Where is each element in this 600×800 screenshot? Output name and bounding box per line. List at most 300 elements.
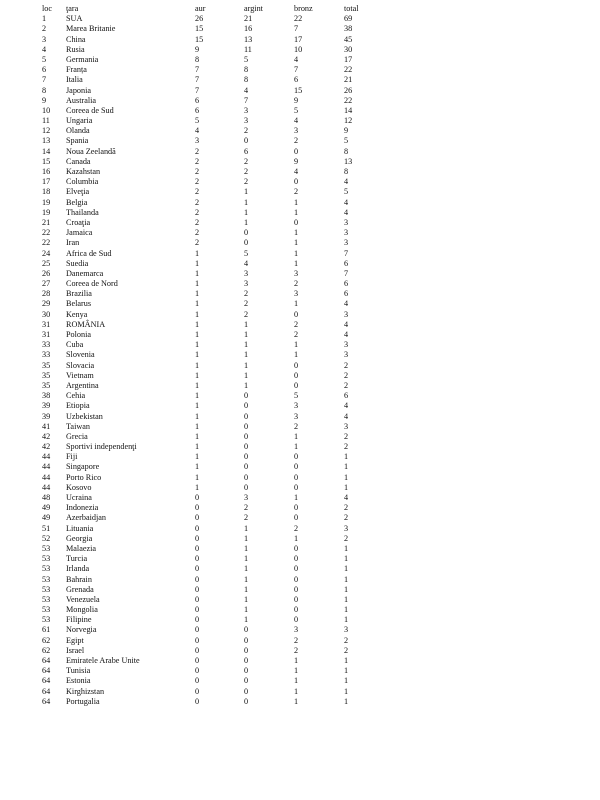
silver-cell: 11 <box>244 44 252 54</box>
country-cell: Indonezia <box>66 503 99 513</box>
silver-cell: 0 <box>244 431 249 441</box>
country-cell: Israel <box>66 645 85 655</box>
country-cell: Norvegia <box>66 625 97 635</box>
total-cell: 5 <box>344 187 349 197</box>
country-cell: Franța <box>66 65 87 75</box>
country-cell: Kenya <box>66 309 88 319</box>
silver-cell: 0 <box>244 228 249 238</box>
silver-cell: 0 <box>244 462 249 472</box>
rank-cell: 39 <box>42 411 51 421</box>
bronze-cell: 5 <box>294 391 299 401</box>
gold-cell: 4 <box>195 126 200 136</box>
silver-cell: 0 <box>244 472 249 482</box>
total-cell: 6 <box>344 279 349 289</box>
silver-cell: 0 <box>244 391 249 401</box>
rank-cell: 5 <box>42 54 47 64</box>
country-cell: Fiji <box>66 452 78 462</box>
table-row <box>0 656 600 666</box>
total-cell: 1 <box>344 676 349 686</box>
country-cell: Cehia <box>66 391 86 401</box>
gold-cell: 2 <box>195 207 200 217</box>
bronze-cell: 0 <box>294 146 299 156</box>
gold-cell: 1 <box>195 309 200 319</box>
rank-cell: 10 <box>42 105 51 115</box>
country-cell: Coreea de Nord <box>66 279 118 289</box>
total-cell: 3 <box>344 625 349 635</box>
total-cell: 7 <box>344 268 349 278</box>
table-row <box>0 279 600 289</box>
total-cell: 1 <box>344 605 349 615</box>
silver-cell: 1 <box>244 197 249 207</box>
country-cell: Ucraina <box>66 493 92 502</box>
rank-cell: 39 <box>42 401 51 411</box>
gold-cell: 1 <box>195 340 200 350</box>
header-gold: aur <box>195 4 206 13</box>
bronze-cell: 5 <box>294 105 299 115</box>
table-row <box>0 350 600 360</box>
country-cell: Columbia <box>66 177 99 187</box>
silver-cell: 0 <box>244 442 249 452</box>
table-row <box>0 636 600 646</box>
rank-cell: 64 <box>42 666 51 676</box>
silver-cell: 0 <box>244 645 249 655</box>
silver-cell: 1 <box>244 574 249 584</box>
rank-cell: 64 <box>42 686 51 696</box>
silver-cell: 13 <box>244 34 253 44</box>
total-cell: 38 <box>344 24 353 34</box>
table-row <box>0 554 600 564</box>
table-row <box>0 534 600 544</box>
bronze-cell: 1 <box>294 340 299 350</box>
silver-cell: 1 <box>244 207 249 217</box>
table-row <box>0 177 600 187</box>
country-cell: ROMÂNIA <box>66 319 106 329</box>
rank-cell: 61 <box>42 625 51 635</box>
country-cell: Elveţia <box>66 187 90 197</box>
gold-cell: 6 <box>195 105 200 115</box>
rank-cell: 31 <box>42 330 51 339</box>
country-cell: Slovenia <box>66 350 95 360</box>
gold-cell: 0 <box>195 564 200 574</box>
country-cell: Croaţia <box>66 217 91 227</box>
table-row <box>0 106 600 116</box>
bronze-cell: 2 <box>294 635 299 645</box>
country-cell: Mongolia <box>66 605 98 615</box>
bronze-cell: 1 <box>294 696 299 706</box>
gold-cell: 0 <box>195 615 200 625</box>
bronze-cell: 7 <box>294 65 299 75</box>
rank-cell: 64 <box>42 676 51 686</box>
gold-cell: 1 <box>195 391 200 401</box>
table-row <box>0 646 600 656</box>
table-row <box>0 320 600 330</box>
rank-cell: 6 <box>42 65 47 75</box>
country-cell: Germania <box>66 54 99 64</box>
bronze-cell: 2 <box>294 330 299 339</box>
bronze-cell: 0 <box>294 380 299 390</box>
country-cell: Kosovo <box>66 482 92 492</box>
gold-cell: 2 <box>195 217 200 227</box>
gold-cell: 0 <box>195 493 200 502</box>
country-cell: Ungaria <box>66 116 93 126</box>
total-cell: 6 <box>344 391 349 401</box>
table-row <box>0 687 600 697</box>
total-cell: 21 <box>344 75 353 85</box>
bronze-cell: 4 <box>294 116 299 126</box>
rank-cell: 38 <box>42 391 51 401</box>
silver-cell: 2 <box>244 289 249 299</box>
rank-cell: 64 <box>42 656 51 665</box>
gold-cell: 0 <box>195 645 200 655</box>
gold-cell: 0 <box>195 574 200 584</box>
rank-cell: 44 <box>42 462 51 472</box>
gold-cell: 15 <box>195 34 204 44</box>
gold-cell: 6 <box>195 95 200 105</box>
country-cell: Georgia <box>66 533 93 543</box>
total-cell: 2 <box>344 513 349 523</box>
rank-cell: 9 <box>42 95 47 105</box>
silver-cell: 1 <box>244 360 249 370</box>
rank-cell: 22 <box>42 228 51 238</box>
silver-cell: 8 <box>244 75 249 85</box>
country-cell: China <box>66 34 86 44</box>
total-cell: 13 <box>344 156 353 166</box>
silver-cell: 3 <box>244 493 249 502</box>
table-row <box>0 14 600 24</box>
bronze-cell: 17 <box>294 34 303 44</box>
silver-cell: 1 <box>244 533 249 543</box>
total-cell: 3 <box>344 309 349 319</box>
silver-cell: 1 <box>244 615 249 625</box>
gold-cell: 1 <box>195 248 200 258</box>
header-country: ţara <box>66 4 79 13</box>
rank-cell: 17 <box>42 177 51 187</box>
gold-cell: 0 <box>195 676 200 686</box>
silver-cell: 0 <box>244 686 249 696</box>
silver-cell: 0 <box>244 136 249 146</box>
total-cell: 6 <box>344 258 349 268</box>
gold-cell: 2 <box>195 197 200 207</box>
silver-cell: 0 <box>244 625 249 635</box>
country-cell: Brazilia <box>66 289 92 299</box>
table-row <box>0 432 600 442</box>
silver-cell: 8 <box>244 65 249 75</box>
rank-cell: 53 <box>42 605 51 615</box>
rank-cell: 52 <box>42 533 51 543</box>
gold-cell: 0 <box>195 503 200 513</box>
gold-cell: 1 <box>195 360 200 370</box>
bronze-cell: 1 <box>294 442 299 452</box>
table-row <box>0 310 600 320</box>
silver-cell: 2 <box>244 126 249 136</box>
table-row <box>0 625 600 635</box>
silver-cell: 0 <box>244 401 249 411</box>
bronze-cell: 1 <box>294 666 299 676</box>
bronze-cell: 0 <box>294 360 299 370</box>
total-cell: 69 <box>344 14 353 24</box>
silver-cell: 0 <box>244 666 249 676</box>
rank-cell: 53 <box>42 615 51 625</box>
rank-cell: 30 <box>42 309 51 319</box>
table-row <box>0 575 600 585</box>
table-row <box>0 55 600 65</box>
bronze-cell: 1 <box>294 248 299 258</box>
country-cell: Bahrain <box>66 574 92 584</box>
country-cell: Egipt <box>66 635 84 645</box>
silver-cell: 3 <box>244 279 249 289</box>
rank-cell: 15 <box>42 156 51 166</box>
rank-cell: 35 <box>42 360 51 370</box>
silver-cell: 0 <box>244 238 249 248</box>
rank-cell: 2 <box>42 24 47 34</box>
country-cell: Estonia <box>66 676 91 686</box>
table-row <box>0 697 600 707</box>
bronze-cell: 1 <box>294 676 299 686</box>
total-cell: 17 <box>344 54 353 64</box>
silver-cell: 2 <box>244 513 249 523</box>
silver-cell: 1 <box>244 319 249 329</box>
rank-cell: 22 <box>42 238 51 248</box>
rank-cell: 19 <box>42 197 51 207</box>
total-cell: 2 <box>344 442 349 452</box>
gold-cell: 0 <box>195 543 200 553</box>
gold-cell: 1 <box>195 370 200 380</box>
silver-cell: 2 <box>244 503 249 513</box>
country-cell: Marea Britanie <box>66 24 116 34</box>
bronze-cell: 3 <box>294 401 299 411</box>
bronze-cell: 0 <box>294 177 299 187</box>
rank-cell: 16 <box>42 167 51 176</box>
country-cell: SUA <box>66 14 83 24</box>
gold-cell: 1 <box>195 442 200 452</box>
rank-cell: 53 <box>42 543 51 553</box>
table-row <box>0 483 600 493</box>
total-cell: 4 <box>344 319 349 329</box>
gold-cell: 0 <box>195 513 200 523</box>
table-row <box>0 269 600 279</box>
table-row <box>0 666 600 676</box>
rank-cell: 44 <box>42 482 51 492</box>
rank-cell: 53 <box>42 574 51 584</box>
silver-cell: 0 <box>244 676 249 686</box>
bronze-cell: 2 <box>294 136 299 146</box>
rank-cell: 27 <box>42 279 51 289</box>
silver-cell: 0 <box>244 452 249 462</box>
bronze-cell: 15 <box>294 85 303 95</box>
silver-cell: 1 <box>244 564 249 574</box>
country-cell: Rusia <box>66 44 85 54</box>
rank-cell: 53 <box>42 584 51 594</box>
header-row <box>0 4 600 14</box>
gold-cell: 15 <box>195 24 204 34</box>
silver-cell: 0 <box>244 482 249 492</box>
table-row <box>0 371 600 381</box>
total-cell: 2 <box>344 635 349 645</box>
country-cell: Etiopia <box>66 401 90 411</box>
table-row <box>0 198 600 208</box>
gold-cell: 1 <box>195 462 200 472</box>
bronze-cell: 0 <box>294 482 299 492</box>
table-row <box>0 157 600 167</box>
total-cell: 3 <box>344 421 349 431</box>
gold-cell: 26 <box>195 14 204 24</box>
rank-cell: 53 <box>42 554 51 564</box>
country-cell: Venezuela <box>66 594 100 604</box>
gold-cell: 0 <box>195 696 200 706</box>
rank-cell: 24 <box>42 248 51 258</box>
bronze-cell: 3 <box>294 268 299 278</box>
medal-table <box>0 4 600 707</box>
table-row <box>0 147 600 157</box>
country-cell: Malaezia <box>66 543 96 553</box>
total-cell: 1 <box>344 452 349 462</box>
total-cell: 3 <box>344 523 349 533</box>
gold-cell: 0 <box>195 666 200 676</box>
bronze-cell: 0 <box>294 370 299 380</box>
bronze-cell: 0 <box>294 554 299 564</box>
bronze-cell: 9 <box>294 95 299 105</box>
gold-cell: 1 <box>195 289 200 299</box>
total-cell: 3 <box>344 228 349 238</box>
silver-cell: 1 <box>244 594 249 604</box>
gold-cell: 0 <box>195 605 200 615</box>
rank-cell: 42 <box>42 431 51 441</box>
total-cell: 1 <box>344 584 349 594</box>
table-row <box>0 503 600 513</box>
table-row <box>0 299 600 309</box>
gold-cell: 3 <box>195 136 200 146</box>
gold-cell: 5 <box>195 116 200 126</box>
country-cell: Olanda <box>66 126 90 136</box>
gold-cell: 0 <box>195 533 200 543</box>
table-row <box>0 86 600 96</box>
total-cell: 4 <box>344 411 349 421</box>
table-row <box>0 615 600 625</box>
bronze-cell: 1 <box>294 197 299 207</box>
rank-cell: 7 <box>42 75 47 85</box>
rank-cell: 64 <box>42 696 51 706</box>
country-cell: Azerbaidjan <box>66 513 107 523</box>
rank-cell: 44 <box>42 452 51 462</box>
bronze-cell: 2 <box>294 523 299 533</box>
silver-cell: 0 <box>244 696 249 706</box>
gold-cell: 1 <box>195 452 200 462</box>
country-cell: Singapore <box>66 462 100 472</box>
total-cell: 30 <box>344 44 353 54</box>
total-cell: 4 <box>344 177 349 187</box>
total-cell: 3 <box>344 217 349 227</box>
total-cell: 1 <box>344 686 349 696</box>
table-row <box>0 249 600 259</box>
header-rank: loc <box>42 4 53 13</box>
total-cell: 7 <box>344 248 349 258</box>
rank-cell: 51 <box>42 523 51 533</box>
gold-cell: 0 <box>195 635 200 645</box>
table-row <box>0 422 600 432</box>
table-row <box>0 391 600 401</box>
country-cell: Uzbekistan <box>66 411 103 421</box>
total-cell: 2 <box>344 431 349 441</box>
header-silver: argint <box>244 4 263 13</box>
total-cell: 4 <box>344 207 349 217</box>
total-cell: 9 <box>344 126 349 136</box>
rank-cell: 14 <box>42 146 51 156</box>
silver-cell: 0 <box>244 411 249 421</box>
total-cell: 4 <box>344 401 349 411</box>
country-cell: Kazahstan <box>66 167 101 176</box>
country-cell: Coreea de Sud <box>66 105 114 115</box>
country-cell: Noua Zeelandă <box>66 146 116 156</box>
total-cell: 3 <box>344 238 349 248</box>
table-row <box>0 473 600 483</box>
total-cell: 4 <box>344 493 349 502</box>
table-row <box>0 330 600 340</box>
gold-cell: 0 <box>195 625 200 635</box>
bronze-cell: 22 <box>294 14 303 24</box>
silver-cell: 1 <box>244 370 249 380</box>
total-cell: 22 <box>344 95 353 105</box>
table-row <box>0 442 600 452</box>
silver-cell: 1 <box>244 605 249 615</box>
gold-cell: 1 <box>195 421 200 431</box>
gold-cell: 2 <box>195 187 200 197</box>
gold-cell: 1 <box>195 380 200 390</box>
gold-cell: 7 <box>195 75 200 85</box>
country-cell: Turcia <box>66 554 88 564</box>
total-cell: 2 <box>344 503 349 513</box>
total-cell: 12 <box>344 116 353 126</box>
total-cell: 8 <box>344 146 349 156</box>
country-cell: Porto Rico <box>66 472 102 482</box>
silver-cell: 3 <box>244 116 249 126</box>
country-cell: Kirghizstan <box>66 686 105 696</box>
bronze-cell: 2 <box>294 421 299 431</box>
country-cell: Vietnam <box>66 370 94 380</box>
table-row <box>0 361 600 371</box>
country-cell: Australia <box>66 95 97 105</box>
gold-cell: 2 <box>195 167 200 176</box>
rank-cell: 35 <box>42 370 51 380</box>
bronze-cell: 0 <box>294 217 299 227</box>
gold-cell: 1 <box>195 411 200 421</box>
gold-cell: 8 <box>195 54 200 64</box>
bronze-cell: 0 <box>294 462 299 472</box>
total-cell: 4 <box>344 330 349 339</box>
total-cell: 2 <box>344 645 349 655</box>
country-cell: Thailanda <box>66 207 99 217</box>
rank-cell: 31 <box>42 319 51 329</box>
bronze-cell: 4 <box>294 54 299 64</box>
total-cell: 22 <box>344 65 353 75</box>
bronze-cell: 1 <box>294 533 299 543</box>
country-cell: Grenada <box>66 584 94 594</box>
bronze-cell: 1 <box>294 238 299 248</box>
rank-cell: 12 <box>42 126 51 136</box>
country-cell: Irlanda <box>66 564 90 574</box>
silver-cell: 1 <box>244 523 249 533</box>
bronze-cell: 1 <box>294 299 299 309</box>
rank-cell: 26 <box>42 268 51 278</box>
country-cell: Grecia <box>66 431 88 441</box>
bronze-cell: 6 <box>294 75 299 85</box>
bronze-cell: 1 <box>294 350 299 360</box>
bronze-cell: 2 <box>294 187 299 197</box>
silver-cell: 3 <box>244 268 249 278</box>
total-cell: 1 <box>344 564 349 574</box>
gold-cell: 1 <box>195 350 200 360</box>
gold-cell: 0 <box>195 686 200 696</box>
header-bronze: bronz <box>294 4 313 13</box>
